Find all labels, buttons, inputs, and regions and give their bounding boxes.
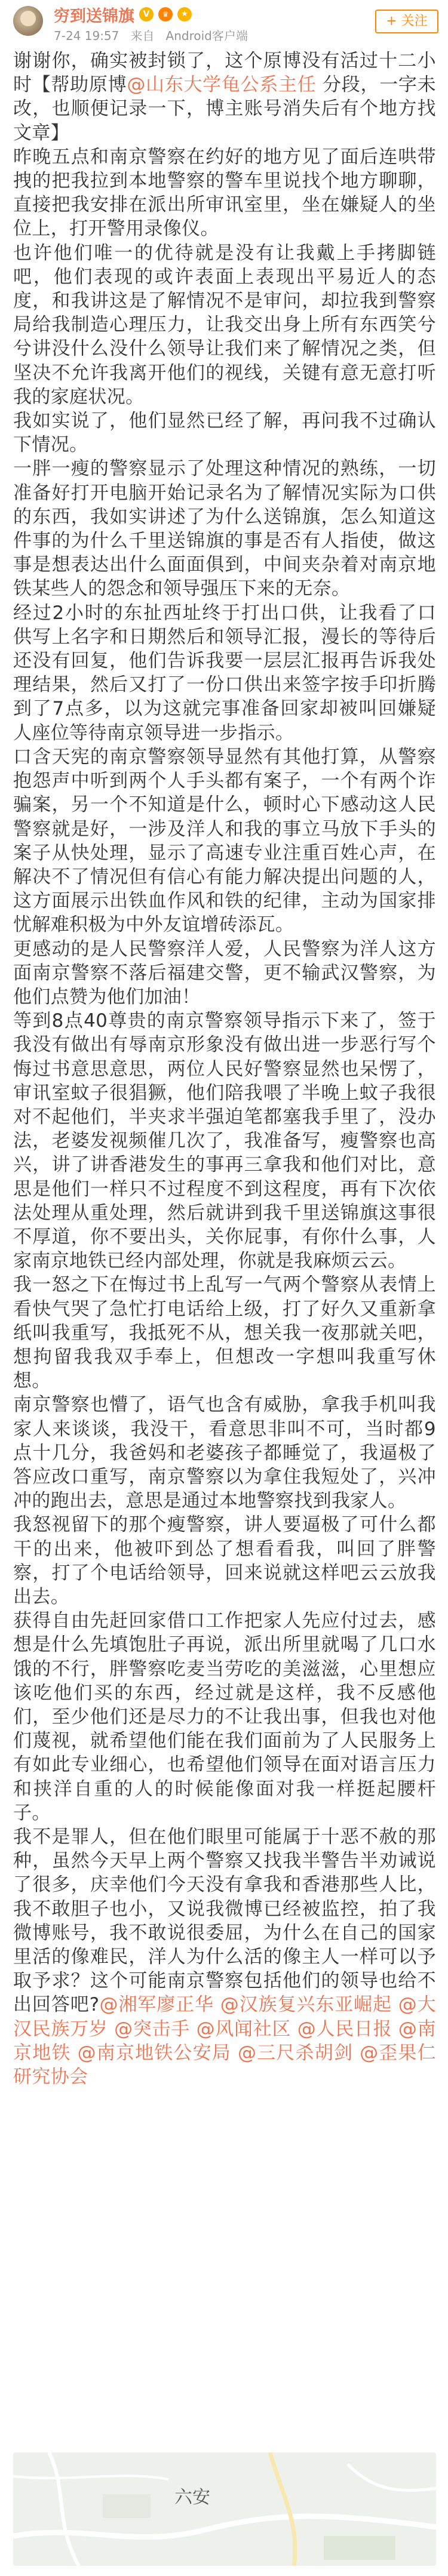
paragraph-3: 也许他们唯一的优待就是没有让我戴上手拷脚链吧，他们表现的或许表面上表现出平易近人的态度，和我讲这是了解情况不是审问，却拉我到警察局给我制造心理压力，让我交出身上所有东西笑兮兮讲没什么没什么领导让我们来了解情况之类，但坚决不允许我离开他们的视线，关键有意无意打听我的家庭状况。 <box>13 242 436 408</box>
author-avatar[interactable] <box>13 6 43 36</box>
mention-link[interactable]: @南京地铁 <box>13 2018 436 2064</box>
mention-link[interactable]: @人民日报 <box>297 2018 392 2040</box>
follow-button[interactable]: + 关注 <box>375 10 438 33</box>
paragraph-14: 我不是罪人，但在他们眼里可能属于十恶不赦的那种，虽然今天早上两个警察又找我半警告半劝诫说了很多，庆幸他们今天没有拿我和香港那些人比，我不敢胆子也小，又说我微博已经被监控，拍了我微博账号，我不敢说很委屈，为什么在自己的国家里活的像难民，洋人为什么活的像主人一样可以予取予求？这个可能南京警察包括他们的领导也给不出回答吧?@湘军廖正华 @汉族复兴东亚崛起 @大汉民族万岁 @突击手 @风闻社区 @人民日报 @南京地铁 @南京地铁公安局 @三尺杀胡剑 @歪果仁研究协会 <box>13 1826 436 2088</box>
paragraph-7: 口含天宪的南京警察领导显然有其他打算，从警察抱怨声中听到两个人手头都有案子，一个有两个诈骗案，另一个不知道是什么，顿时心下感动这人民警察就是好，一涉及洋人和我的事立马放下手头的案子从快处理，显示了高速专业注重百姓心声，在解决不了情况但有信心有能力解决提出问题的人，这方面展示出铁血作风和铁的纪律，主动为国家排忧解难积极为中外友谊增砖添瓦。 <box>13 746 436 936</box>
paragraph-10: 我一怒之下在悔过书上乱写一气两个警察从表情上看快气哭了急忙打电话给上级，打了好久又重新拿纸叫我重写，我抵死不从，想关我一夜那就关吧，想拘留我我双手奉上，但想改一字想叫我重写休想。 <box>13 1274 436 1392</box>
paragraph-5: 一胖一瘦的警察显示了处理这种情况的熟练，一切准备好打开电脑开始记录名为了解情况实际为口供的东西，我如实讲述了为什么送锦旗，怎么知道这件事的为什么千里送锦旗的事是否有人指使，做这事是想表达出什么面面俱到，中间夹杂着对南京地铁某些人的怨念和领导强压下来的无奈。 <box>13 458 436 600</box>
mention-link[interactable]: @突击手 <box>114 2018 191 2040</box>
v-badge-icon: V <box>139 7 154 21</box>
paragraph-1: 谢谢你，确实被封锁了，这个原博没有活过十二小时【帮助原博@山东大学龟公系主任 分段，一字未改，也顺便记录一下，博主账号消失后有个地方找文章】 <box>13 50 436 144</box>
paragraph-6: 经过2小时的东扯西址终于打出口供，让我看了口供写上名字和日期然后和领导汇报，漫长的等待后还没有回复，他们告诉我要一层层汇报再告诉我处理结果，然后又打了一份口供出来签字按手印折腾到了7点多，以为这就完事准备回家却被叫回嫌疑人座位等待南京领导进一步指示。 <box>13 602 436 744</box>
post-time: 7-24 19:57 <box>54 29 119 43</box>
map-graphic <box>13 2452 436 2566</box>
mention-link[interactable]: @汉族复兴东亚崛起 <box>220 1994 392 2016</box>
paragraph-11: 南京警察也懵了，语气也含有威胁，拿我手机叫我家人来谈谈，我没干，看意思非叫不可，当时都9点十几分，我爸妈和老婆孩子都睡觉了，我逼极了答应改口重写，南京警察以为拿住我短处了，兴冲冲的跑出去，意思是通过本地警察找到我家人。 <box>13 1394 436 1512</box>
author-line <box>54 5 192 24</box>
map-place-label: 六安 <box>174 2487 210 2508</box>
author-name[interactable]: 穷到送锦旗 <box>54 7 134 26</box>
paragraph-2: 昨晚五点和南京警察在约好的地方见了面后连哄带拽的把我拉到本地警察的警车里说找个地方聊聊，直接把我安排在派出所审讯室里，坐在嫌疑人的坐位上，打开警用录像仪。 <box>13 146 436 240</box>
post-header <box>0 0 448 42</box>
mention-link[interactable]: @山东大学龟公系主任 <box>127 74 317 96</box>
mention-link[interactable]: @风闻社区 <box>196 2018 291 2040</box>
mention-link[interactable]: @大汉民族万岁 <box>13 1994 436 2040</box>
vip-badge-icon: ♛ <box>158 7 173 21</box>
mention-link[interactable]: @三尺杀胡剑 <box>238 2042 354 2064</box>
paragraph-12: 我怒视留下的那个瘦警察，讲人要逼极了可什么都干的出来，他被吓到怂了想看看我，叫回了胖警察，打了个电话给领导，回来说就这样吧云云放我出去。 <box>13 1514 436 1608</box>
mention-link[interactable]: @湘军廖正华 <box>99 1994 214 2016</box>
mention-link[interactable]: @南京地铁公安局 <box>77 2042 231 2064</box>
medal-badge-icon: ★ <box>177 7 192 21</box>
paragraph-9: 等到8点40尊贵的南京警察领导指示下来了，签于我没有做出有辱南京形象没有做出进一步恶行写个悔过书意思意思，两位人民好警察显然也呆愣了，审讯室蚊子很猖獗，他们陪我喂了半晚上蚊子我很对不起他们，半夹求半强迫笔都塞我手里了，没办法，老婆发视频催几次了，我准备写，瘦警察也高兴，讲了讲香港发生的事再三拿我和他们对比，意思是他们一样只不过程度不到这程度，再有下次依法处理从重处理，然后就讲到我千里送锦旗这事很不厚道，你不要出头，关你屁事，有你什么事，人家南京地铁已经内部处理，你就是我麻烦云云。 <box>13 1010 436 1272</box>
paragraph-8: 更感动的是人民警察洋人爱，人民警察为洋人这方面南京警察不落后福建交警，更不输武汉警察，为他们点赞为他们加油！ <box>13 938 436 1008</box>
post-source[interactable]: Android客户端 <box>165 29 248 43</box>
post-meta <box>54 26 248 44</box>
post-body <box>13 49 436 2089</box>
paragraph-13: 获得自由先赶回家借口工作把家人先应付过去，感想是什么先填饱肚子再说，派出所里就喝了几口水饿的不行，胖警察吃麦当劳吃的美滋滋，心里想应该吃他们买的东西，经过就是这样，我不反感他们，至少他们还是尽力的不让我出事，但我也对他们蔑视，就希望他们能在我们面前为了人民服务上有如此专业细心，也希望他们领导在面对语言压力和挟洋自重的人的时候能像面对我一样挺起腰杆子。 <box>13 1610 436 1824</box>
location-map[interactable] <box>13 2452 436 2566</box>
mention-link[interactable]: @歪果仁研究协会 <box>13 2042 436 2088</box>
paragraph-4: 我如实说了，他们显然已经了解，再问我不过确认下情况。 <box>13 410 436 456</box>
post-source-prefix: 来自 <box>130 29 155 43</box>
